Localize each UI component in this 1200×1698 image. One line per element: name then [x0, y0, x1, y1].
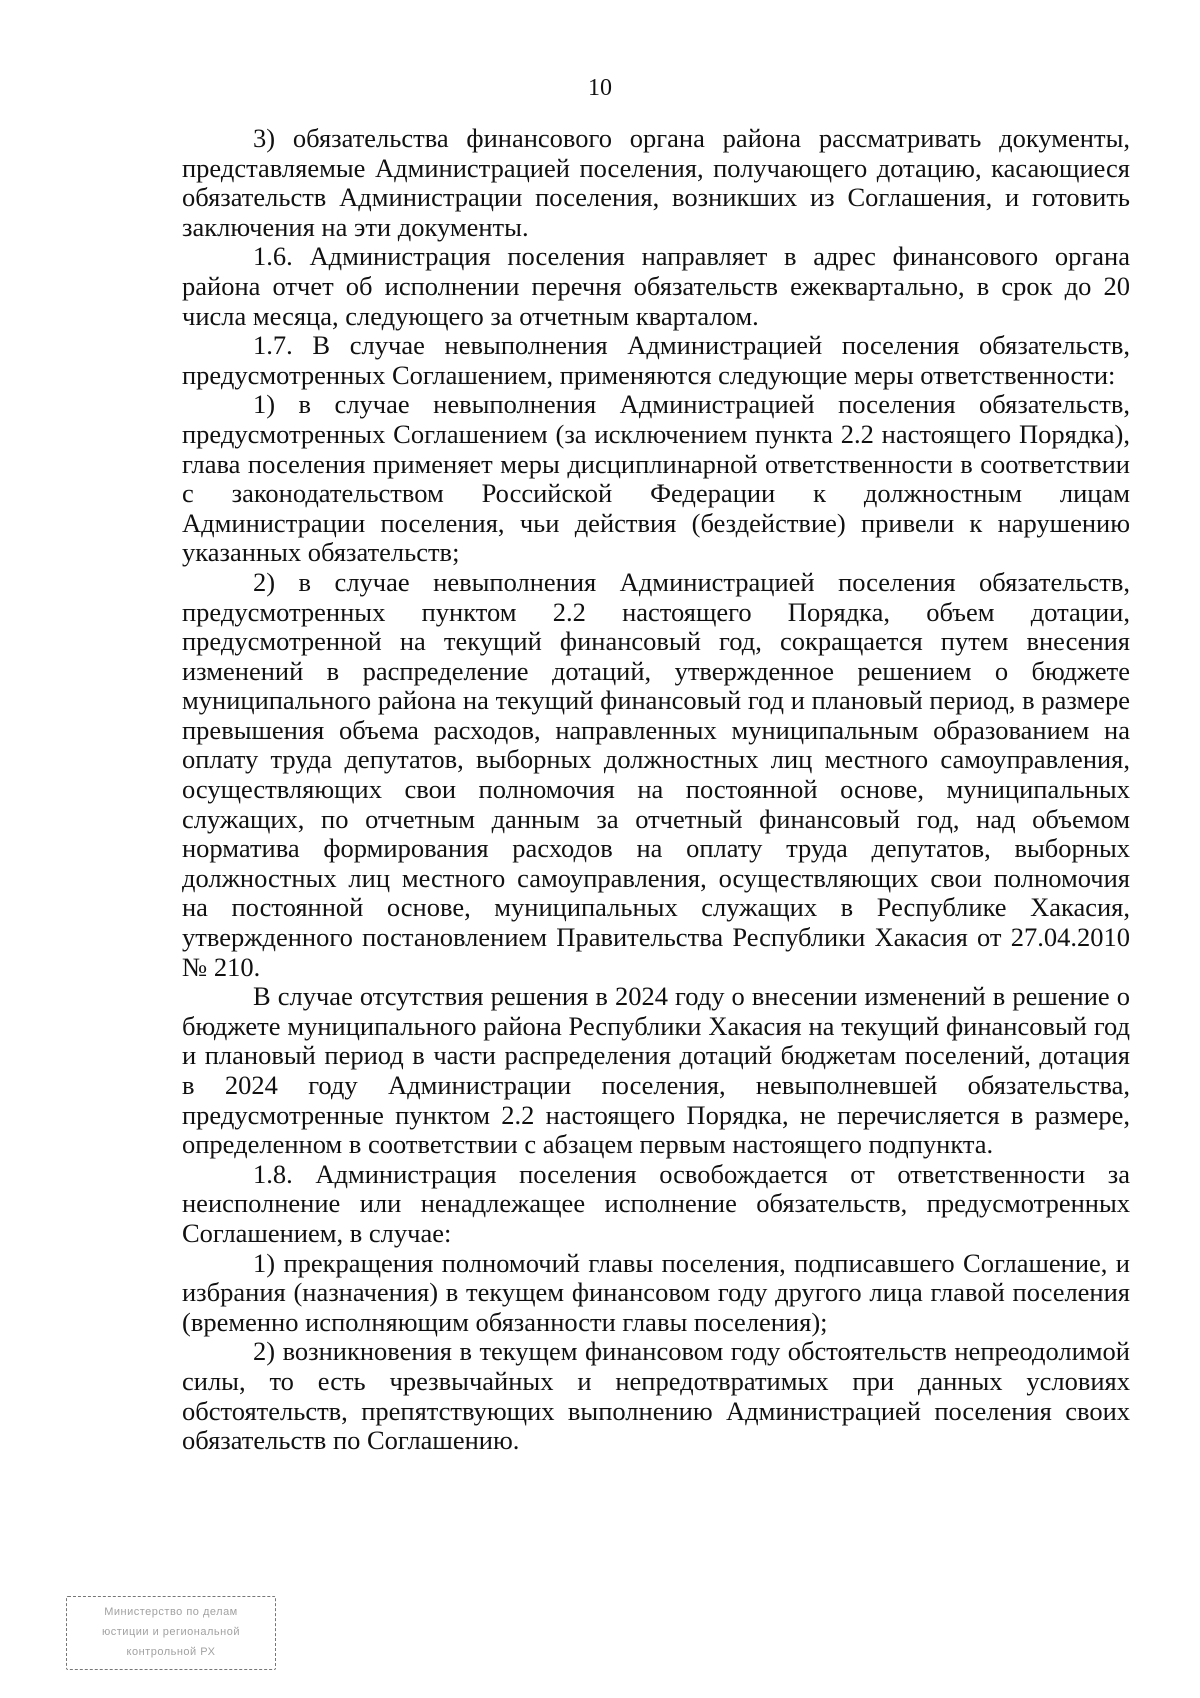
paragraph-2024-exception: В случае отсутствия решения в 2024 году о внесении изменений в решение о бюджете муниципального района Республики Хакасия на текущий финансовый год и плановый период в части распределения дотаций бюджетам поселений, дотация в 2024 году Администрации поселения, невыполневшей обязательства, предусмотренные пунктом 2.2 настоящего Порядка, не перечисляется в размере, определенном в соответствии с абзацем первым настоящего подпункта.: [182, 981, 1130, 1160]
paragraph-obligation-3: 3) обязательства финансового органа района рассматривать документы, представляемые Администрацией поселения, получающего дотацию, касающиеся обязательств Администрации поселения, возникших из Соглашения, и готовить заключения на эти документы.: [182, 123, 1130, 242]
paragraph-1-8-item-1: 1) прекращения полномочий главы поселения, подписавшего Соглашение, и избрания (назначения) в текущем финансовом году другого лица главой поселения (временно исполняющим обязанности главы поселения);: [182, 1247, 1130, 1337]
paragraph-1-7: 1.7. В случае невыполнения Администрацией поселения обязательств, предусмотренных Соглашением, применяются следующие меры ответственности:: [182, 330, 1130, 390]
paragraph-1-7-item-1: 1) в случае невыполнения Администрацией поселения обязательств, предусмотренных Соглашением (за исключением пункта 2.2 настоящего Порядка), глава поселения применяет меры дисциплинарной ответственности в соответствии с законодательством Российской Федерации к должностным лицам Администрации поселения, чьи действия (бездействие) привели к нарушению указанных обязательств;: [182, 389, 1130, 568]
stamp-line-1: Министерство по делам: [104, 1606, 238, 1618]
page-number: 10: [588, 75, 612, 101]
stamp-line-2: юстиции и региональной: [102, 1626, 240, 1638]
paragraph-1-8-item-2: 2) возникновения в текущем финансовом году обстоятельств непреодолимой силы, то есть чрезвычайных и непредотвратимых при данных условиях обстоятельств, препятствующих выполнению Администрацией поселения своих обязательств по Соглашению.: [182, 1336, 1130, 1456]
registration-stamp: [66, 1596, 276, 1670]
paragraph-1-8: 1.8. Администрация поселения освобождается от ответственности за неисполнение или ненадлежащее исполнение обязательств, предусмотренных Соглашением, в случае:: [182, 1158, 1130, 1248]
document-body: [182, 124, 1130, 1456]
paragraph-1-7-item-2: 2) в случае невыполнения Администрацией поселения обязательств, предусмотренных пунктом 2.2 настоящего Порядка, объем дотации, предусмотренной на текущий финансовый год, сокращается путем внесения изменений в распределение дотаций, утвержденное решением о бюджете муниципального района на текущий финансовый год и плановый период, в размере превышения объема расходов, направленных муниципальным образованием на оплату труда депутатов, выборных должностных лиц местного самоуправления, осуществляющих свои полномочия на постоянной основе, муниципальных служащих, по отчетным данным за отчетный финансовый год, над объемом норматива формирования расходов на оплату труда депутатов, выборных должностных лиц местного самоуправления, осуществляющих свои полномочия на постоянной основе, муниципальных служащих в Республике Хакасия, утвержденного постановлением Правительства Республики Хакасия от 27.04.2010 № 210.: [182, 566, 1130, 982]
stamp-line-3: контрольной РХ: [126, 1646, 216, 1658]
paragraph-1-6: 1.6. Администрация поселения направляет в адрес финансового органа района отчет об исполнении перечня обязательств ежеквартально, в срок до 20 числа месяца, следующего за отчетным кварталом.: [182, 241, 1130, 331]
